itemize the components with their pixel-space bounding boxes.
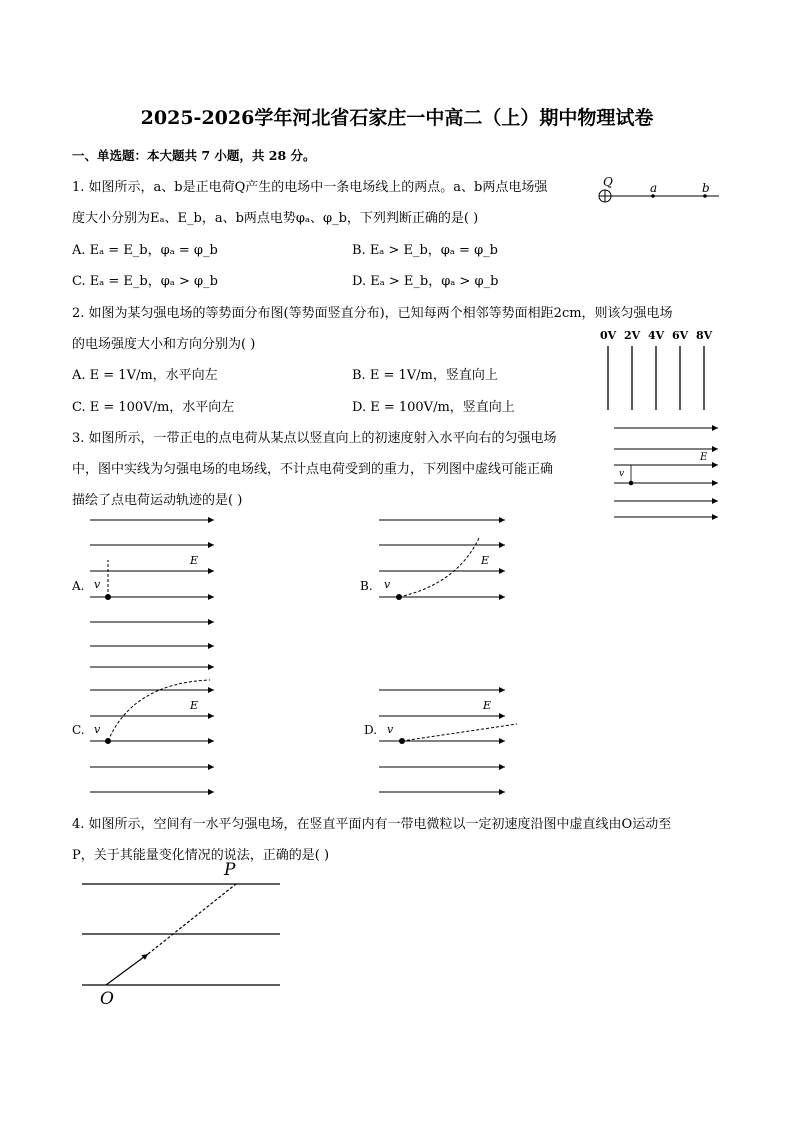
q2-label-6v: 6V <box>672 329 689 342</box>
q3-b-v-label: v <box>384 578 391 591</box>
q3-option-c-label: C. <box>72 723 85 737</box>
q3-option-c-figure <box>88 678 218 798</box>
q1-a-label: a <box>650 181 658 195</box>
q2-label-8v: 8V <box>696 329 713 342</box>
q1-option-a: A. Eₐ = E_b，φₐ = φ_b <box>72 243 218 258</box>
q3-option-d-label: D. <box>364 723 378 737</box>
q3-main-figure <box>612 420 722 522</box>
q3-c-v-label: v <box>94 723 101 736</box>
q1-option-c: C. Eₐ = E_b，φₐ > φ_b <box>72 274 218 289</box>
q1-line1: 1. 如图所示，a、b是正电荷Q产生的电场中一条电场线上的两点。a、b两点电场强 <box>72 180 548 195</box>
q3-a-v-label: v <box>94 578 101 591</box>
q3-line2: 中，图中实线为匀强电场的电场线，不计点电荷受到的重力，下列图中虚线可能正确 <box>72 462 554 477</box>
q3-option-d-figure <box>377 678 522 798</box>
q3-option-a-figure <box>88 512 218 672</box>
q2-option-d: D. E = 100V/m，竖直向上 <box>352 400 515 415</box>
q2-line2: 的电场强度大小和方向分别为( ) <box>72 337 256 352</box>
q1-option-d: D. Eₐ > E_b，φₐ > φ_b <box>352 274 499 289</box>
q4-o-label: O <box>100 989 114 1009</box>
q2-label-4v: 4V <box>648 329 665 342</box>
page-title: 2025-2026学年河北省石家庄一中高二（上）期中物理试卷 <box>140 107 654 129</box>
q2-label-2v: 2V <box>624 329 641 342</box>
section-heading: 一、单选题：本大题共 7 小题，共 28 分。 <box>72 148 316 163</box>
q3-line1: 3. 如图所示，一带正电的点电荷从某点以竖直向上的初速度射入水平向右的匀强电场 <box>72 431 557 446</box>
q3-d-e-label: E <box>483 699 492 712</box>
q2-option-b: B. E = 1V/m，竖直向上 <box>352 368 498 383</box>
q2-option-a: A. E = 1V/m，水平向左 <box>72 368 218 383</box>
q3-main-e-label: E <box>700 452 708 463</box>
q1-option-b: B. Eₐ > E_b，φₐ = φ_b <box>352 243 498 258</box>
q1-figure <box>595 172 725 207</box>
q2-line1: 2. 如图为某匀强电场的等势面分布图(等势面竖直分布)，已知每两个相邻等势面相距2cm，则该匀强电场 <box>72 306 673 321</box>
q1-line2: 度大小分别为Eₐ、E_b，a、b两点电势φₐ、φ_b，下列判断正确的是( ) <box>72 211 479 226</box>
q3-a-e-label: E <box>190 554 199 567</box>
q1-q-label: Q <box>603 175 613 189</box>
q3-option-b-figure <box>377 512 512 612</box>
q3-d-v-label: v <box>387 723 394 736</box>
q3-line3: 描绘了点电荷运动轨迹的是( ) <box>72 493 243 508</box>
q3-option-b-label: B. <box>360 579 373 593</box>
q3-main-v-label: v <box>619 469 625 479</box>
q2-figure <box>598 326 718 414</box>
q2-label-0v: 0V <box>600 329 617 342</box>
q3-c-e-label: E <box>190 699 199 712</box>
q1-b-label: b <box>702 181 710 195</box>
q3-b-e-label: E <box>481 554 490 567</box>
q3-option-a-label: A. <box>72 579 85 593</box>
q4-line1: 4. 如图所示，空间有一水平匀强电场，在竖直平面内有一带电微粒以一定初速度沿图中虚直线由O运动至 <box>72 817 672 832</box>
q4-figure <box>78 858 288 1008</box>
q2-option-c: C. E = 100V/m，水平向左 <box>72 400 235 415</box>
q4-p-label: P <box>224 860 236 880</box>
q4-line2: P，关于其能量变化情况的说法，正确的是( ) <box>72 848 330 863</box>
